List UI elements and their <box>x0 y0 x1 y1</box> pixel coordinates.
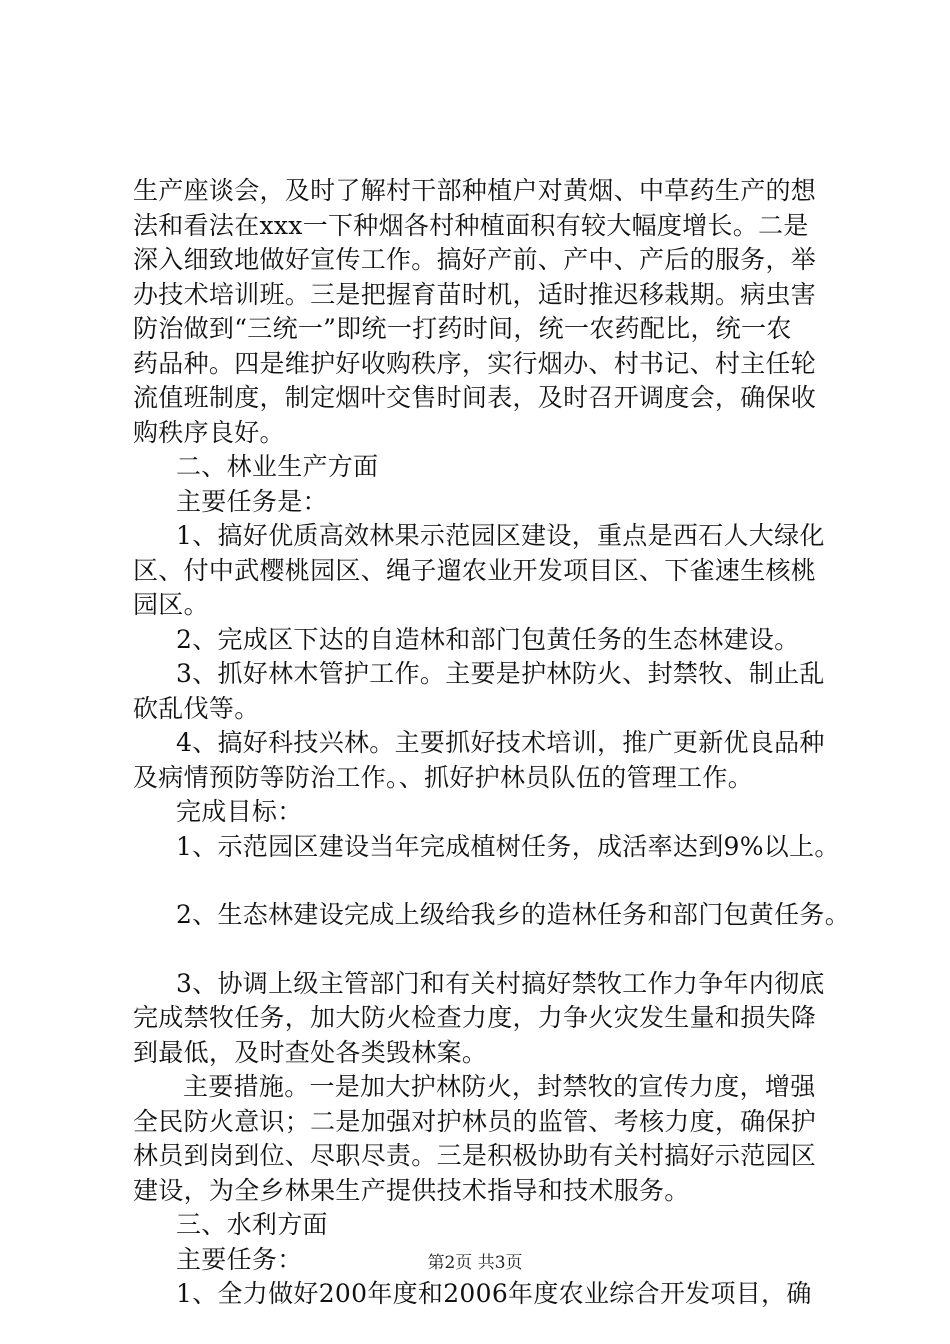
text-line: 建设，为全乡林果生产提供技术指导和技术服务。 <box>133 1175 690 1205</box>
spacer <box>133 864 833 898</box>
text-line: 防治做到“三统一”即统一打药时间，统一农药配比，统一农 <box>133 314 792 343</box>
document-body <box>133 174 851 1312</box>
subheading: 主要任务是： <box>176 486 328 516</box>
subheading: 完成目标： <box>176 797 303 826</box>
text-line: 流值班制度，制定烟叶交售时间表，及时召开调度会，确保收 <box>133 383 817 412</box>
spacer <box>133 933 833 967</box>
list-item: 4、搞好科技兴林。主要抓好技术培训，推广更新优良品种 <box>176 728 825 757</box>
text-line: 生产座谈会，及时了解村干部种植户对黄烟、中草药生产的想 <box>133 176 817 205</box>
list-item: 1、示范园区建设当年完成植树任务，成活率达到9%以上。 <box>176 831 840 861</box>
paragraph-start: 主要措施。一是加大护林防火，封禁牧的宣传力度，增强 <box>183 1072 816 1101</box>
text-line: 全民防火意识；二是加强对护林员的监管、考核力度，确保护 <box>133 1106 817 1136</box>
text-line: 办技术培训班。三是把握育苗时机，适时推迟移栽期。病虫害 <box>133 279 817 309</box>
list-item: 3、抓好林木管护工作。主要是护林防火、封禁牧、制止乱 <box>176 659 825 688</box>
text-line: 购秩序良好。 <box>133 417 285 447</box>
section-heading: 二、林业生产方面 <box>176 452 379 481</box>
list-item: 1、全力做好200年度和2006年度农业综合开发项目，确 <box>176 1279 812 1308</box>
text-line: 完成禁牧任务，加大防火检查力度，力争火灾发生量和损失降 <box>133 1003 817 1032</box>
list-item: 2、完成区下达的自造林和部门包黄任务的生态林建设。 <box>176 624 800 654</box>
text-line: 及病情预防等防治工作。、抓好护林员队伍的管理工作。 <box>133 762 754 792</box>
text-line: 法和看法在xxx一下种烟各村种植面积有较大幅度增长。二是 <box>133 210 809 240</box>
list-item: 1、搞好优质高效林果示范园区建设，重点是西石人大绿化 <box>176 521 825 550</box>
text-line: 药品种。四是维护好收购秩序，实行烟办、村书记、村主任轮 <box>133 348 817 378</box>
page-number-footer: 第2页 共3页 <box>427 1253 523 1273</box>
section-heading: 三、水利方面 <box>176 1210 328 1239</box>
text-line: 砍乱伐等。 <box>133 693 260 723</box>
text-line: 园区。 <box>133 590 209 619</box>
list-item: 2、生态林建设完成上级给我乡的造林任务和部门包黄任务。 <box>176 900 851 929</box>
list-item: 3、协调上级主管部门和有关村搞好禁牧工作力争年内彻底 <box>176 968 825 998</box>
text-line: 深入细致地做好宣传工作。搞好产前、产中、产后的服务，举 <box>133 245 817 274</box>
text-line: 区、付中武樱桃园区、绳子遛农业开发项目区、下雀速生核桃 <box>133 555 817 585</box>
text-line: 林员到岗到位、尽职尽责。三是积极协助有关村搞好示范园区 <box>133 1141 817 1170</box>
subheading: 主要任务： <box>176 1244 303 1274</box>
text-line: 到最低，及时查处各类毁林案。 <box>133 1037 488 1067</box>
